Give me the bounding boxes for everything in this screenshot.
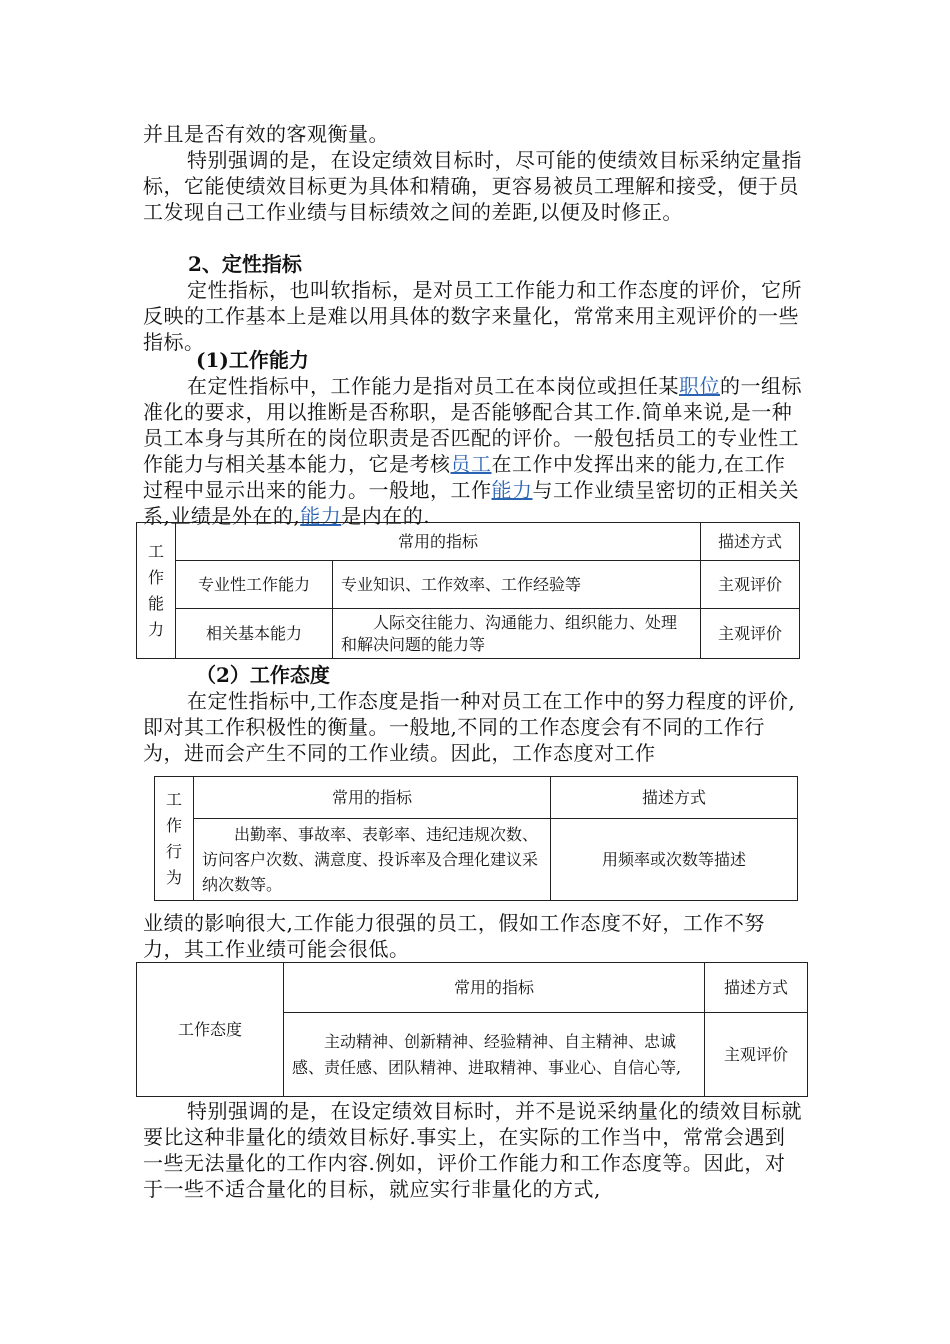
table1-row2-method: 主观评价 (701, 609, 800, 659)
paragraph-4 (143, 373, 805, 529)
paragraph-2: 特别强调的是，在设定绩效目标时，尽可能的使绩效目标采纳定量指标，它能使绩效目标更为具体和精确，更容易被员工理解和接受，便于员工发现自己工作业绩与目标绩效之间的差距,以便及时修正。 (143, 148, 802, 224)
link-ability-2[interactable]: 能力 (300, 504, 342, 528)
table1-row1-method: 主观评价 (701, 561, 800, 609)
table2-method: 用频率或次数等描述 (551, 819, 798, 901)
table2-side-char: 为 (165, 867, 182, 887)
paragraph-5: 在定性指标中,工作态度是指一种对员工在工作中的努力程度的评价,即对其工作积极性的衡量。一般地,不同的工作态度会有不同的工作行为，进而会产生不同的工作业绩。因此，工作态度对工作 (143, 689, 796, 765)
table1-side-char: 力 (147, 619, 164, 639)
table1-side-char: 能 (147, 593, 164, 613)
heading-work-ability: (1)工作能力 (196, 348, 309, 372)
table1-row1-indicators: 专业知识、工作效率、工作经验等 (333, 561, 701, 609)
para4-text-b: 的一组标准化的要求，用以推断是否称职，是否能够配合其工作.简单来说,是一种员工本身与其所在的岗位职责是否匹配的评价。一般包括员工的专业性工作能力与相关基本能力，它是考核 (143, 374, 802, 476)
paragraph-1: 并且是否有效的客观衡量。 (143, 122, 389, 146)
table-work-behavior (154, 776, 798, 901)
table2-header-method: 描述方式 (551, 777, 798, 819)
table1-header-method: 描述方式 (701, 523, 800, 561)
para4-text-d: 与工作业绩呈密切的正相关关系,业绩是外在的, (143, 478, 799, 528)
para4-text-a: 在定性指标中，工作能力是指对员工在本岗位或担任某 (187, 374, 679, 398)
table1-side-char: 作 (147, 567, 164, 587)
heading-qualitative-indicators: 2、定性指标 (188, 252, 302, 276)
heading-work-attitude: （2）工作态度 (196, 663, 330, 687)
table1-header-indicator: 常用的指标 (176, 523, 701, 561)
table2-indicators: 出勤率、事故率、表彰率、违纪违规次数、访问客户次数、满意度、投诉率及合理化建议采纳次数等。 (194, 819, 551, 901)
table2-side-char: 工 (165, 789, 182, 809)
table1-row1-category: 专业性工作能力 (176, 561, 333, 609)
table-work-attitude (136, 962, 808, 1097)
table3-side-label: 工作态度 (137, 963, 284, 1097)
table2-side-char: 行 (165, 841, 182, 861)
table1-side-char: 工 (147, 541, 164, 561)
link-position[interactable]: 职位 (679, 374, 720, 398)
table3-header-indicator: 常用的指标 (284, 963, 705, 1013)
link-ability-1[interactable]: 能力 (491, 478, 533, 502)
link-employee[interactable]: 员工 (450, 452, 492, 476)
table1-row2-indicators: 人际交往能力、沟通能力、组织能力、处理和解决问题的能力等 (333, 609, 701, 659)
table3-header-method: 描述方式 (705, 963, 808, 1013)
table1-side-label (137, 523, 176, 659)
table1-row2-category: 相关基本能力 (176, 609, 333, 659)
table3-indicators: 主动精神、创新精神、经验精神、自主精神、忠诚感、责任感、团队精神、进取精神、事业心、自信心等, (284, 1013, 705, 1097)
table2-header-indicator: 常用的指标 (194, 777, 551, 819)
para4-text-c: 在工作中发挥出来的能力,在工作过程中显示出来的能力。一般地，工作 (143, 452, 786, 502)
table2-side-char: 作 (165, 815, 182, 835)
para4-text-e: 是内在的. (341, 504, 431, 528)
paragraph-6: 业绩的影响很大,工作能力很强的员工，假如工作态度不好，工作不努力，其工作业绩可能会很低。 (143, 911, 765, 961)
paragraph-7: 特别强调的是，在设定绩效目标时，并不是说采纳量化的绩效目标就要比这种非量化的绩效目标好.事实上，在实际的工作当中，常常会遇到一些无法量化的工作内容.例如，评价工作能力和工作态度等。因此，对于一些不适合量化的目标，就应实行非量化的方式, (143, 1099, 802, 1201)
paragraph-3: 定性指标，也叫软指标，是对员工工作能力和工作态度的评价，它所反映的工作基本上是难以用具体的数字来量化，常常来用主观评价的一些指标。 (143, 278, 802, 354)
table2-side-label (155, 777, 194, 901)
table3-method: 主观评价 (705, 1013, 808, 1097)
table-work-ability (136, 522, 800, 659)
